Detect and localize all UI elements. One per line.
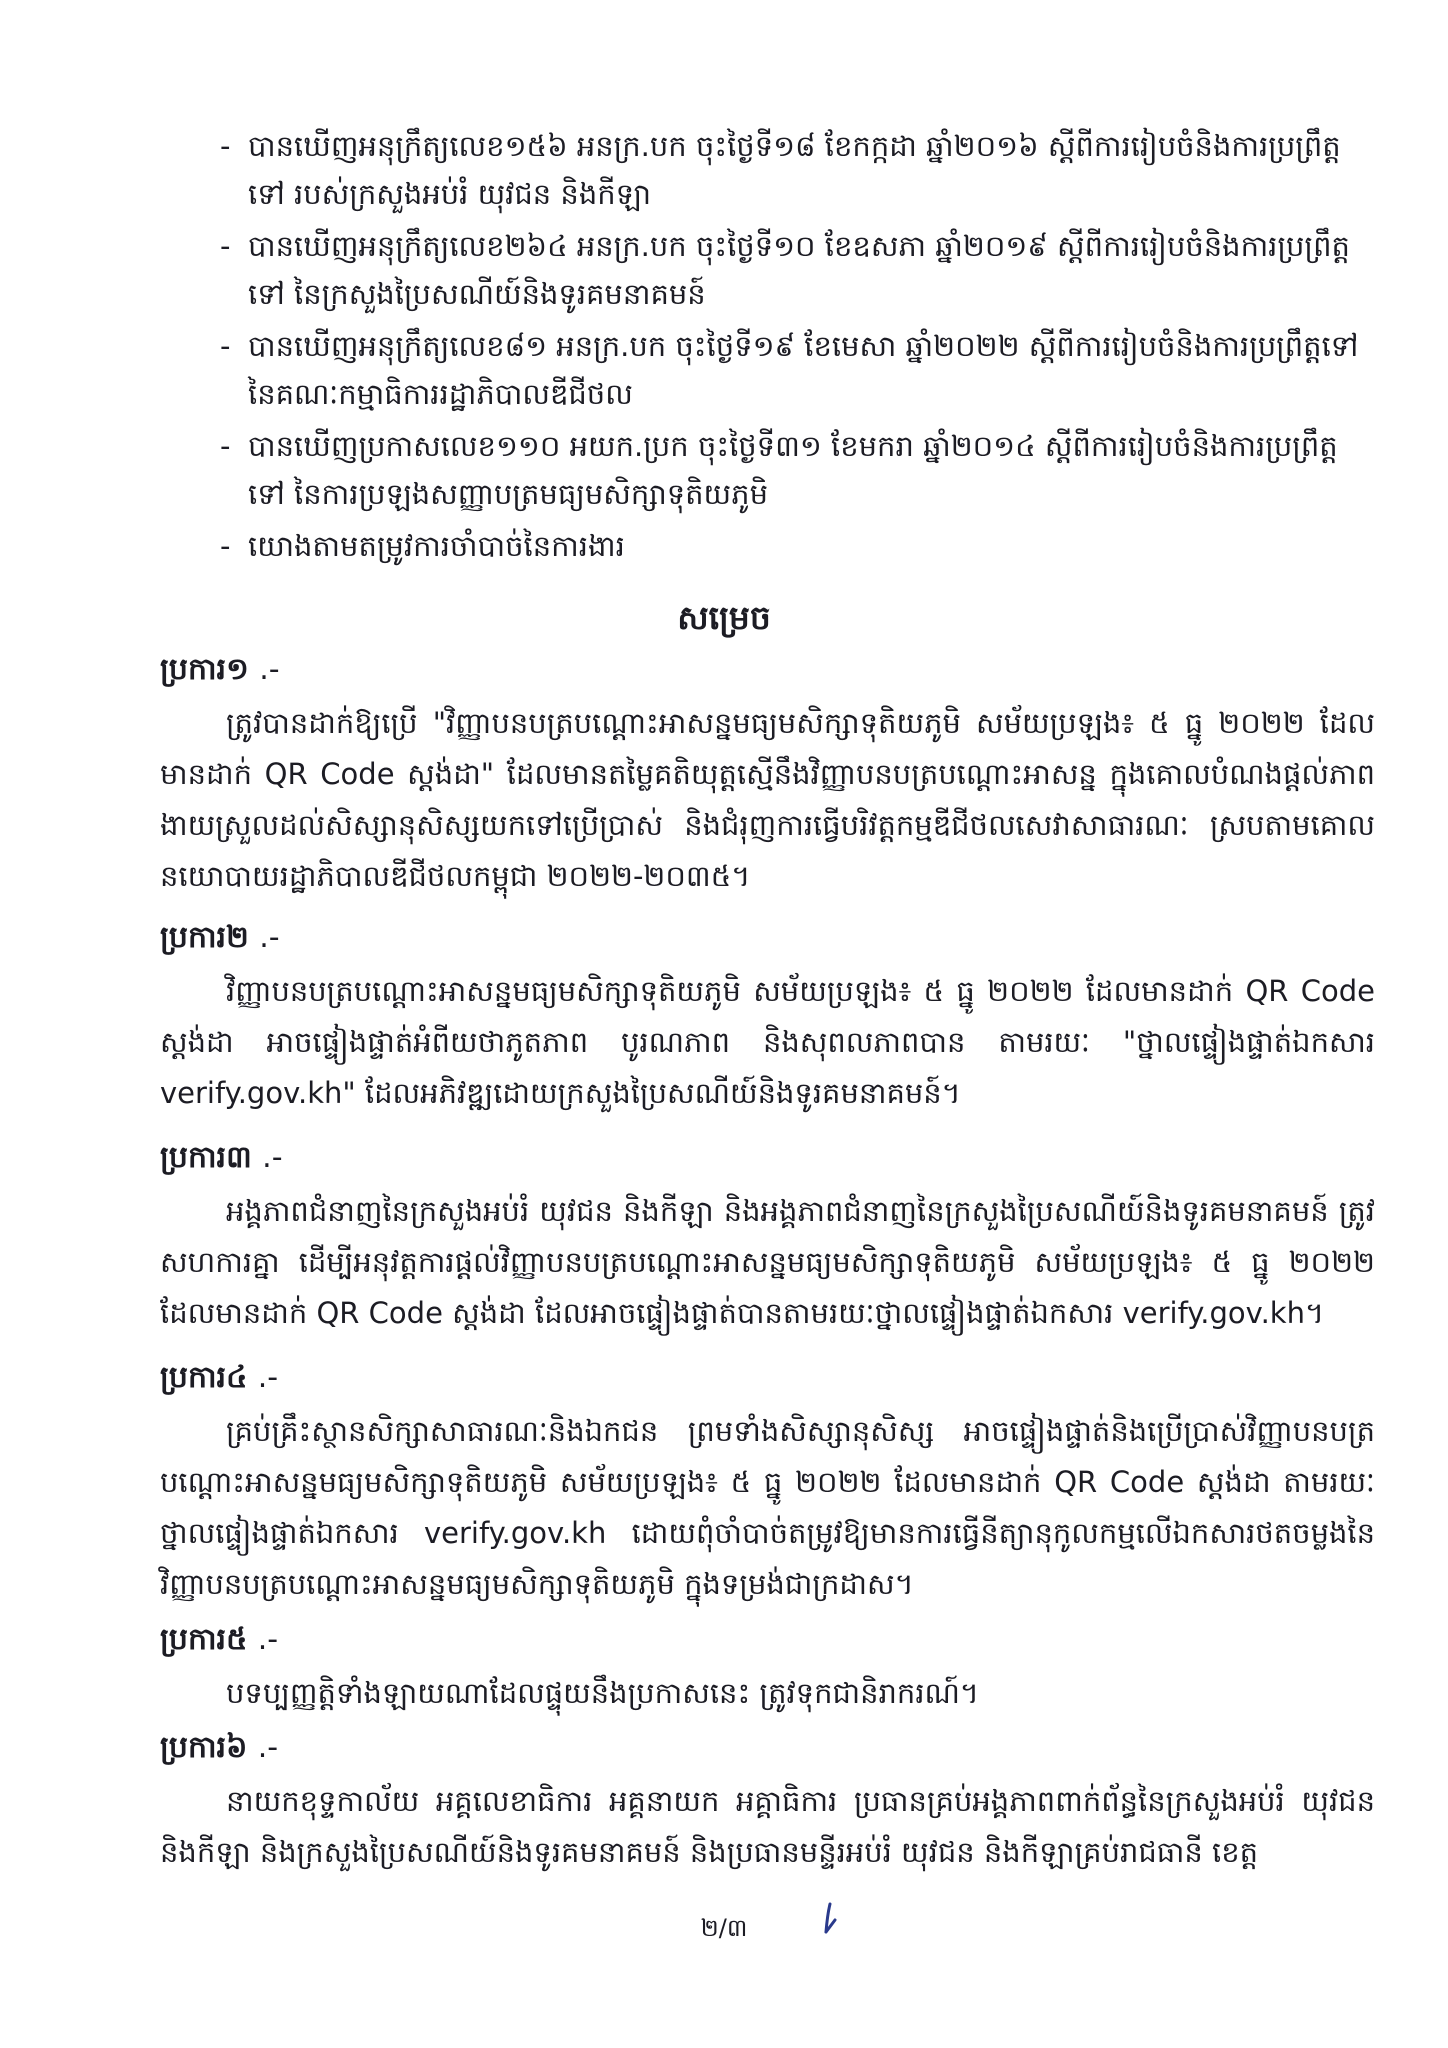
decision-title: សម្រេច <box>677 598 771 637</box>
article-3 <box>160 1138 1375 1339</box>
article-4 <box>160 1358 1375 1610</box>
article-heading: ប្រការ៤ .- <box>160 1360 279 1395</box>
article-body: វិញ្ញាបនបត្របណ្តោះអាសន្នមធ្យមសិក្សាទុតិយភូមិ សម័យប្រឡង៖ ៥ ធ្នូ ២០២២ ដែលមានដាក់ QR Code ស្តង់ដា អាចផ្ទៀងផ្ទាត់អំពីយថាភូតភាព បូរណភាព និងសុពលភាពបាន តាមរយៈ "ថ្នាលផ្ទៀងផ្ទាត់ឯកសារ verify.gov.kh" ដែលអភិវឌ្ឍដោយក្រសួងប្រៃសណីយ៍និងទូរគមនាគមន៍។ <box>160 974 1375 1110</box>
preamble-item: - បានឃើញប្រកាសលេខ១១០ អយក.ប្រក ចុះថ្ងៃទី៣១ ខែមករា ឆ្នាំ២០១៤ ស្តីពីការរៀបចំនិងការប្រព្រឹត្តទៅ នៃការប្រឡងសញ្ញាបត្រមធ្យមសិក្សាទុតិយភូមិ <box>220 429 1338 511</box>
article-6 <box>160 1728 1375 1878</box>
article-2 <box>160 918 1375 1119</box>
article-body: នាយកខុទ្ទកាល័យ អគ្គលេខាធិការ អគ្គនាយក អគ្គាធិការ ប្រធានគ្រប់អង្គភាពពាក់ព័ន្ធនៃក្រសួងអប់រំ យុវជន និងកីឡា និងក្រសួងប្រៃសណីយ៍និងទូរគមនាគមន៍ និងប្រធានមន្ទីរអប់រំ យុវជន និងកីឡាគ្រប់រាជធានី ខេត្ត <box>160 1784 1375 1869</box>
preamble-item: - បានឃើញអនុក្រឹត្យលេខ១៥៦ អនក្រ.បក ចុះថ្ងៃទី១៨ ខែកក្កដា ឆ្នាំ២០១៦ ស្តីពីការរៀបចំនិងការប្រព្រឹត្តទៅ របស់ក្រសួងអប់រំ យុវជន និងកីឡា <box>220 129 1341 211</box>
preamble-item: - យោងតាមតម្រូវការចាំបាច់នៃការងារ <box>220 529 625 563</box>
article-heading: ប្រការ៦ .- <box>160 1730 279 1765</box>
article-body: ត្រូវបានដាក់ឱ្យប្រើ "វិញ្ញាបនបត្របណ្តោះអាសន្នមធ្យមសិក្សាទុតិយភូមិ សម័យប្រឡង៖ ៥ ធ្នូ ២០២២ ដែលមានដាក់ QR Code ស្តង់ដា" ដែលមានតម្លៃគតិយុត្តស្មើនឹងវិញ្ញាបនបត្របណ្តោះអាសន្ន ក្នុងគោលបំណងផ្តល់ភាពងាយស្រួលដល់សិស្សានុសិស្សយកទៅប្រើប្រាស់ និងជំរុញការធ្វើបរិវត្តកម្មឌីជីថលសេវាសាធារណៈ ស្របតាមគោលនយោបាយរដ្ឋាភិបាលឌីជីថលកម្ពុជា ២០២២-២០៣៥។ <box>160 706 1375 893</box>
article-heading: ប្រការ៣ .- <box>160 1140 283 1175</box>
article-5 <box>160 1620 1375 1719</box>
article-1 <box>160 650 1375 902</box>
article-body: បទប្បញ្ញត្តិទាំងឡាយណាដែលផ្ទុយនឹងប្រកាសនេះ ត្រូវទុកជានិរាករណ៍។ <box>226 1676 980 1710</box>
page-number: ២/៣ <box>700 1914 748 1942</box>
preamble-item: - បានឃើញអនុក្រឹត្យលេខ៨១ អនក្រ.បក ចុះថ្ងៃទី១៩ ខែមេសា ឆ្នាំ២០២២ ស្តីពីការរៀបចំនិងការប្រព្រឹត្តទៅ នៃគណៈកម្មាធិការរដ្ឋាភិបាលឌីជីថល <box>220 329 1359 411</box>
article-heading: ប្រការ២ .- <box>160 920 280 955</box>
article-body: គ្រប់គ្រឹះស្ថានសិក្សាសាធារណៈនិងឯកជន ព្រមទាំងសិស្សានុសិស្ស អាចផ្ទៀងផ្ទាត់និងប្រើប្រាស់វិញ្ញាបនបត្របណ្តោះអាសន្នមធ្យមសិក្សាទុតិយភូមិ សម័យប្រឡង៖ ៥ ធ្នូ ២០២២ ដែលមានដាក់ QR Code ស្តង់ដា តាមរយៈថ្នាលផ្ទៀងផ្ទាត់ឯកសារ verify.gov.kh ដោយពុំចាំបាច់តម្រូវឱ្យមានការធ្វើនីត្យានុកូលកម្មលើឯកសារថតចម្លងនៃវិញ្ញាបនបត្របណ្តោះអាសន្នមធ្យមសិក្សាទុតិយភូមិ ក្នុងទម្រង់ជាក្រដាស។ <box>160 1414 1375 1601</box>
preamble-list <box>220 122 1370 574</box>
article-body: អង្គភាពជំនាញនៃក្រសួងអប់រំ យុវជន និងកីឡា និងអង្គភាពជំនាញនៃក្រសួងប្រៃសណីយ៍និងទូរគមនាគមន៍ ត្រូវសហការគ្នា ដើម្បីអនុវត្តការផ្តល់វិញ្ញាបនបត្របណ្តោះអាសន្នមធ្យមសិក្សាទុតិយភូមិ សម័យប្រឡង៖ ៥ ធ្នូ ២០២២ ដែលមានដាក់ QR Code ស្តង់ដា ដែលអាចផ្ទៀងផ្ទាត់បានតាមរយៈថ្នាលផ្ទៀងផ្ទាត់ឯកសារ verify.gov.kh។ <box>160 1194 1375 1330</box>
article-heading: ប្រការ៥ .- <box>160 1622 279 1657</box>
initial-mark-icon <box>818 1902 838 1936</box>
article-heading: ប្រការ១ .- <box>160 652 280 687</box>
preamble-item: - បានឃើញអនុក្រឹត្យលេខ២៦៤ អនក្រ.បក ចុះថ្ងៃទី១០ ខែឧសភា ឆ្នាំ២០១៩ ស្តីពីការរៀបចំនិងការប្រព្រឹត្តទៅ នៃក្រសួងប្រៃសណីយ៍និងទូរគមនាគមន៍ <box>220 229 1350 311</box>
